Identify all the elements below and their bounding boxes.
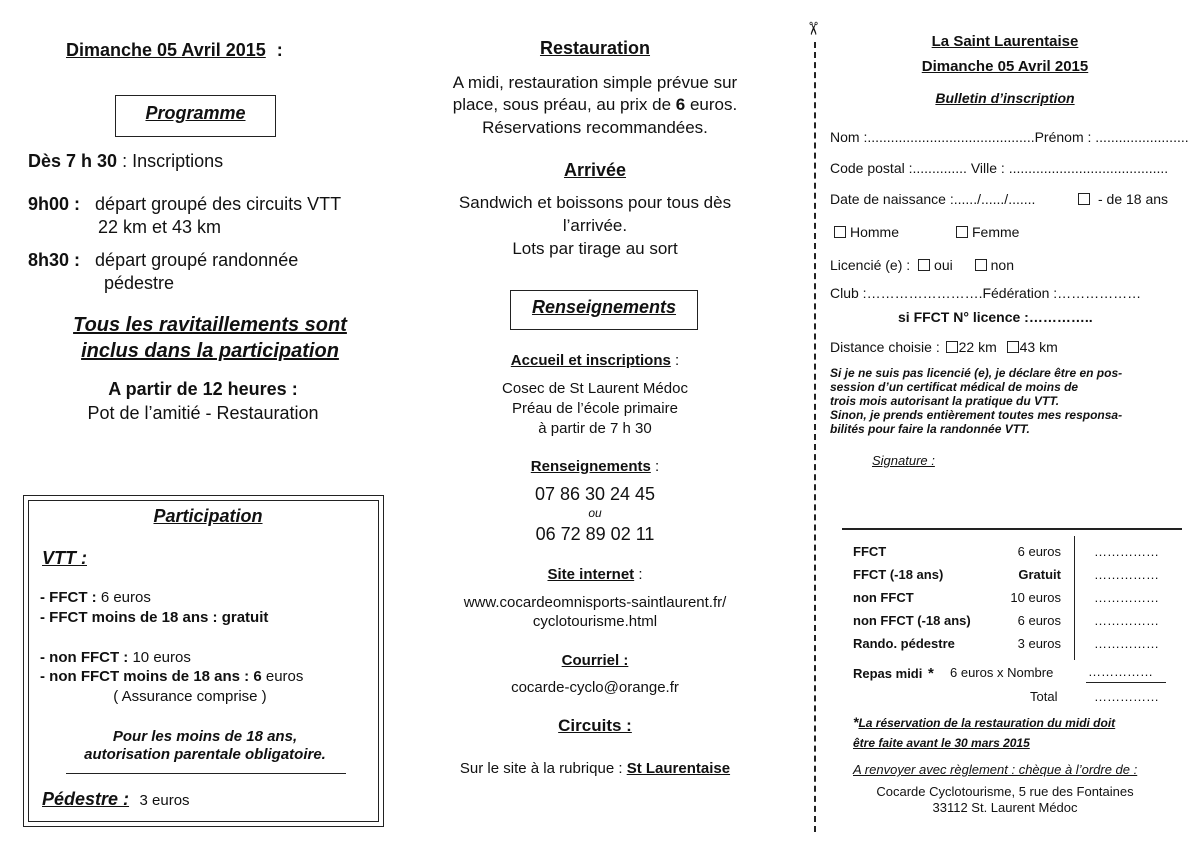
site-colon: :	[634, 566, 643, 583]
repas-price: 6 euros x Nombre	[950, 665, 1054, 680]
field-club-federation[interactable]: Club :…………………….Fédération :………………	[830, 285, 1142, 301]
tarif-non-ffct-minus-label: - non FFCT moins de 18 ans : 6	[40, 668, 262, 685]
checkbox-femme-label: Femme	[972, 224, 1020, 240]
programme-item-inscriptions	[28, 151, 223, 172]
tarif-pedestre	[42, 789, 190, 810]
programme-item-vtt-line2: 22 km et 43 km	[98, 217, 222, 237]
date-heading: Dimanche 05 Avril 2015	[66, 40, 266, 60]
circuits-row	[410, 760, 780, 777]
phone-or: ou	[588, 506, 602, 520]
warning-line5: bilités pour faire la randonnée VTT.	[830, 422, 1030, 436]
phone-1: 07 86 30 24 45	[534, 484, 656, 504]
tarif-ffct-minus: - FFCT moins de 18 ans : gratuit	[40, 609, 269, 626]
tarif-row-label: non FFCT (-18 ans)	[853, 613, 971, 628]
circuits-text: Sur le site à la rubrique :	[459, 760, 627, 777]
restauration-line2c: euros.	[685, 95, 738, 114]
accueil-line1: Cosec de St Laurent Médoc	[502, 380, 688, 397]
programme-text: départ groupé des circuits VTT	[95, 194, 342, 214]
tarif-row-dots[interactable]: ……………	[1094, 567, 1159, 582]
checkbox-oui-label: oui	[934, 257, 953, 273]
bulletin-subtitle: Bulletin d’inscription	[935, 90, 1075, 106]
restauration-title: Restauration	[539, 38, 651, 58]
programme-title: Programme	[145, 103, 246, 123]
cut-line	[814, 42, 816, 832]
field-nom-prenom[interactable]: Nom :...........................................Prénom : ........................	[830, 129, 1189, 145]
phone-2: 06 72 89 02 11	[535, 524, 655, 544]
apartir-12h: A partir de 12 heures :	[108, 379, 298, 399]
scissors-icon: ✂	[803, 20, 824, 37]
tarif-row-dots[interactable]: ……………	[1094, 544, 1159, 559]
programme-item-rando-line2: pédestre	[104, 273, 175, 293]
repas-row	[853, 665, 934, 682]
tarif-top-rule	[842, 528, 1182, 530]
vtt-label: VTT :	[42, 548, 87, 568]
tarif-row-label: FFCT	[853, 544, 887, 559]
rens-title-row	[410, 458, 780, 475]
tarif-row-dots[interactable]: ……………	[1094, 590, 1159, 605]
tarif-ffct-amount: 6 euros	[100, 589, 151, 606]
site-url-line2[interactable]: cyclotourisme.html	[532, 613, 658, 630]
tarif-row-label: Rando. pédestre	[853, 636, 955, 651]
distance-label: Distance choisie :	[830, 339, 940, 355]
programme-text: départ groupé randonnée	[95, 250, 299, 270]
checkbox-non-label: non	[990, 257, 1014, 273]
arrivee-line3: Lots par tirage au sort	[512, 239, 678, 258]
date-heading-row	[66, 40, 283, 61]
pedestre-label: Pédestre :	[42, 789, 130, 809]
checkbox-oui[interactable]	[918, 259, 930, 271]
programme-item-rando	[28, 250, 298, 271]
rens-colon: :	[650, 458, 660, 475]
tarif-row-label: non FFCT	[853, 590, 914, 605]
bulletin-title-2: Dimanche 05 Avril 2015	[921, 58, 1089, 75]
pedestre-amount: 3 euros	[139, 792, 190, 809]
site-title-row	[410, 566, 780, 583]
participation-separator	[66, 773, 346, 774]
site-title: Site internet	[547, 566, 635, 583]
checkbox-homme-row	[834, 224, 899, 240]
pot-amitie: Pot de l’amitié - Restauration	[87, 403, 319, 423]
note-text1: La réservation de la restauration du midi doit	[858, 716, 1116, 730]
licencie-row	[830, 257, 1014, 273]
total-dots[interactable]: ……………	[1094, 689, 1159, 704]
restauration-price: 6	[675, 95, 686, 114]
tarif-row-price: 10 euros	[1010, 590, 1061, 605]
moins18-line1: Pour les moins de 18 ans,	[112, 728, 298, 745]
rens-title: Renseignements	[530, 458, 651, 475]
restauration-line1: A midi, restauration simple prévue sur	[452, 73, 738, 92]
checkbox-22km[interactable]	[946, 341, 958, 353]
repas-star: *	[927, 665, 934, 682]
checkbox-moins18-row	[1078, 191, 1168, 207]
address-line2: 33112 St. Laurent Médoc	[932, 800, 1078, 815]
warning-line1: Si je ne suis pas licencié (e), je déclare être en pos-	[830, 366, 1123, 380]
participation-title: Participation	[153, 506, 263, 526]
tarif-row-price: Gratuit	[1018, 567, 1061, 582]
checkbox-moins18[interactable]	[1078, 193, 1090, 205]
programme-text: : Inscriptions	[117, 151, 224, 171]
tarif-ffct	[40, 589, 151, 606]
checkbox-22km-label: 22 km	[958, 339, 997, 355]
note-star: *	[853, 714, 859, 730]
checkbox-femme[interactable]	[956, 226, 968, 238]
checkbox-non[interactable]	[975, 259, 987, 271]
address-line1: Cocarde Cyclotourisme, 5 rue des Fontaines	[876, 784, 1134, 799]
restauration-line2	[410, 95, 780, 115]
arrivee-line2: l’arrivée.	[562, 216, 628, 235]
checkbox-43km-label: 43 km	[1019, 339, 1058, 355]
restauration-line3: Réservations recommandées.	[482, 118, 708, 137]
warning-line2: session d’un certificat médical de moins de	[830, 380, 1079, 394]
warning-line4: Sinon, je prends entièrement toutes mes responsa-	[830, 408, 1123, 422]
date-heading-colon: :	[276, 40, 283, 60]
arrivee-title: Arrivée	[563, 160, 627, 180]
warning-line3: trois mois autorisant la pratique du VTT.	[830, 394, 1060, 408]
ravito-line1: Tous les ravitaillements sont	[73, 314, 347, 336]
distance-row	[830, 339, 1058, 355]
tarif-vertical-rule	[1074, 536, 1075, 660]
field-date-naissance[interactable]: Date de naissance :....../....../.......	[830, 191, 1036, 207]
accueil-line2: Préau de l’école primaire	[512, 400, 678, 417]
accueil-title-row	[410, 352, 780, 369]
moins18-line2: autorisation parentale obligatoire.	[84, 746, 326, 763]
programme-time: 8h30 :	[28, 250, 81, 270]
signature-label: Signature :	[872, 453, 935, 468]
circuits-title: Circuits :	[558, 716, 632, 735]
repas-label: Repas midi	[853, 666, 923, 681]
tarif-row-dots[interactable]: ……………	[1094, 613, 1159, 628]
tarif-non-ffct	[40, 649, 191, 666]
tarif-non-ffct-minus-suffix: euros	[261, 668, 304, 685]
restauration-line2a: place, sous préau, au prix de	[452, 95, 676, 114]
tarif-non-ffct-minus	[40, 668, 303, 685]
repas-dots[interactable]: ……………	[1088, 664, 1153, 679]
field-ffct-licence[interactable]: si FFCT N° licence :…………..	[898, 309, 1093, 325]
note-line2: être faite avant le 30 mars 2015	[853, 736, 1030, 750]
accueil-title: Accueil et inscriptions	[510, 352, 671, 369]
ravito-line2: inclus dans la participation	[81, 340, 339, 362]
courriel-address[interactable]: cocarde-cyclo@orange.fr	[511, 679, 679, 696]
tarif-ffct-label: - FFCT :	[40, 589, 101, 606]
courriel-title: Courriel :	[561, 652, 629, 669]
circuits-link[interactable]: St Laurentaise	[626, 760, 731, 777]
tarif-row-label: FFCT (-18 ans)	[853, 567, 944, 582]
programme-time: Dès 7 h 30	[28, 151, 118, 171]
accueil-colon: :	[670, 352, 680, 369]
licencie-label: Licencié (e) :	[830, 257, 911, 273]
total-label: Total	[1030, 689, 1058, 704]
checkbox-homme[interactable]	[834, 226, 846, 238]
renseignements-box-title: Renseignements	[531, 297, 677, 317]
tarif-row-price: 3 euros	[1017, 636, 1061, 651]
repas-underline	[1086, 682, 1166, 683]
tarif-row-price: 6 euros	[1017, 544, 1061, 559]
programme-item-vtt	[28, 194, 341, 215]
tarif-non-ffct-amount: 10 euros	[132, 649, 191, 666]
checkbox-homme-label: Homme	[850, 224, 900, 240]
checkbox-moins18-label: - de 18 ans	[1098, 191, 1169, 207]
tarif-row-price: 6 euros	[1017, 613, 1061, 628]
checkbox-femme-row	[956, 224, 1019, 240]
bulletin-title-1: La Saint Laurentaise	[931, 33, 1079, 50]
programme-time: 9h00 :	[28, 194, 81, 214]
renvoyer-text: A renvoyer avec règlement : chèque à l’ordre de :	[853, 762, 1138, 777]
note-line1	[853, 714, 1115, 730]
accueil-line3: à partir de 7 h 30	[538, 420, 652, 437]
site-url-line1[interactable]: www.cocardeomnisports-saintlaurent.fr/	[463, 594, 727, 611]
tarif-row-dots[interactable]: ……………	[1094, 636, 1159, 651]
checkbox-43km[interactable]	[1007, 341, 1019, 353]
field-code-postal-ville[interactable]: Code postal :.............. Ville : .........................................	[830, 160, 1169, 176]
tarif-non-ffct-label: - non FFCT :	[40, 649, 133, 666]
arrivee-line1: Sandwich et boissons pour tous dès	[458, 193, 732, 212]
assurance-note: ( Assurance comprise )	[113, 688, 267, 705]
